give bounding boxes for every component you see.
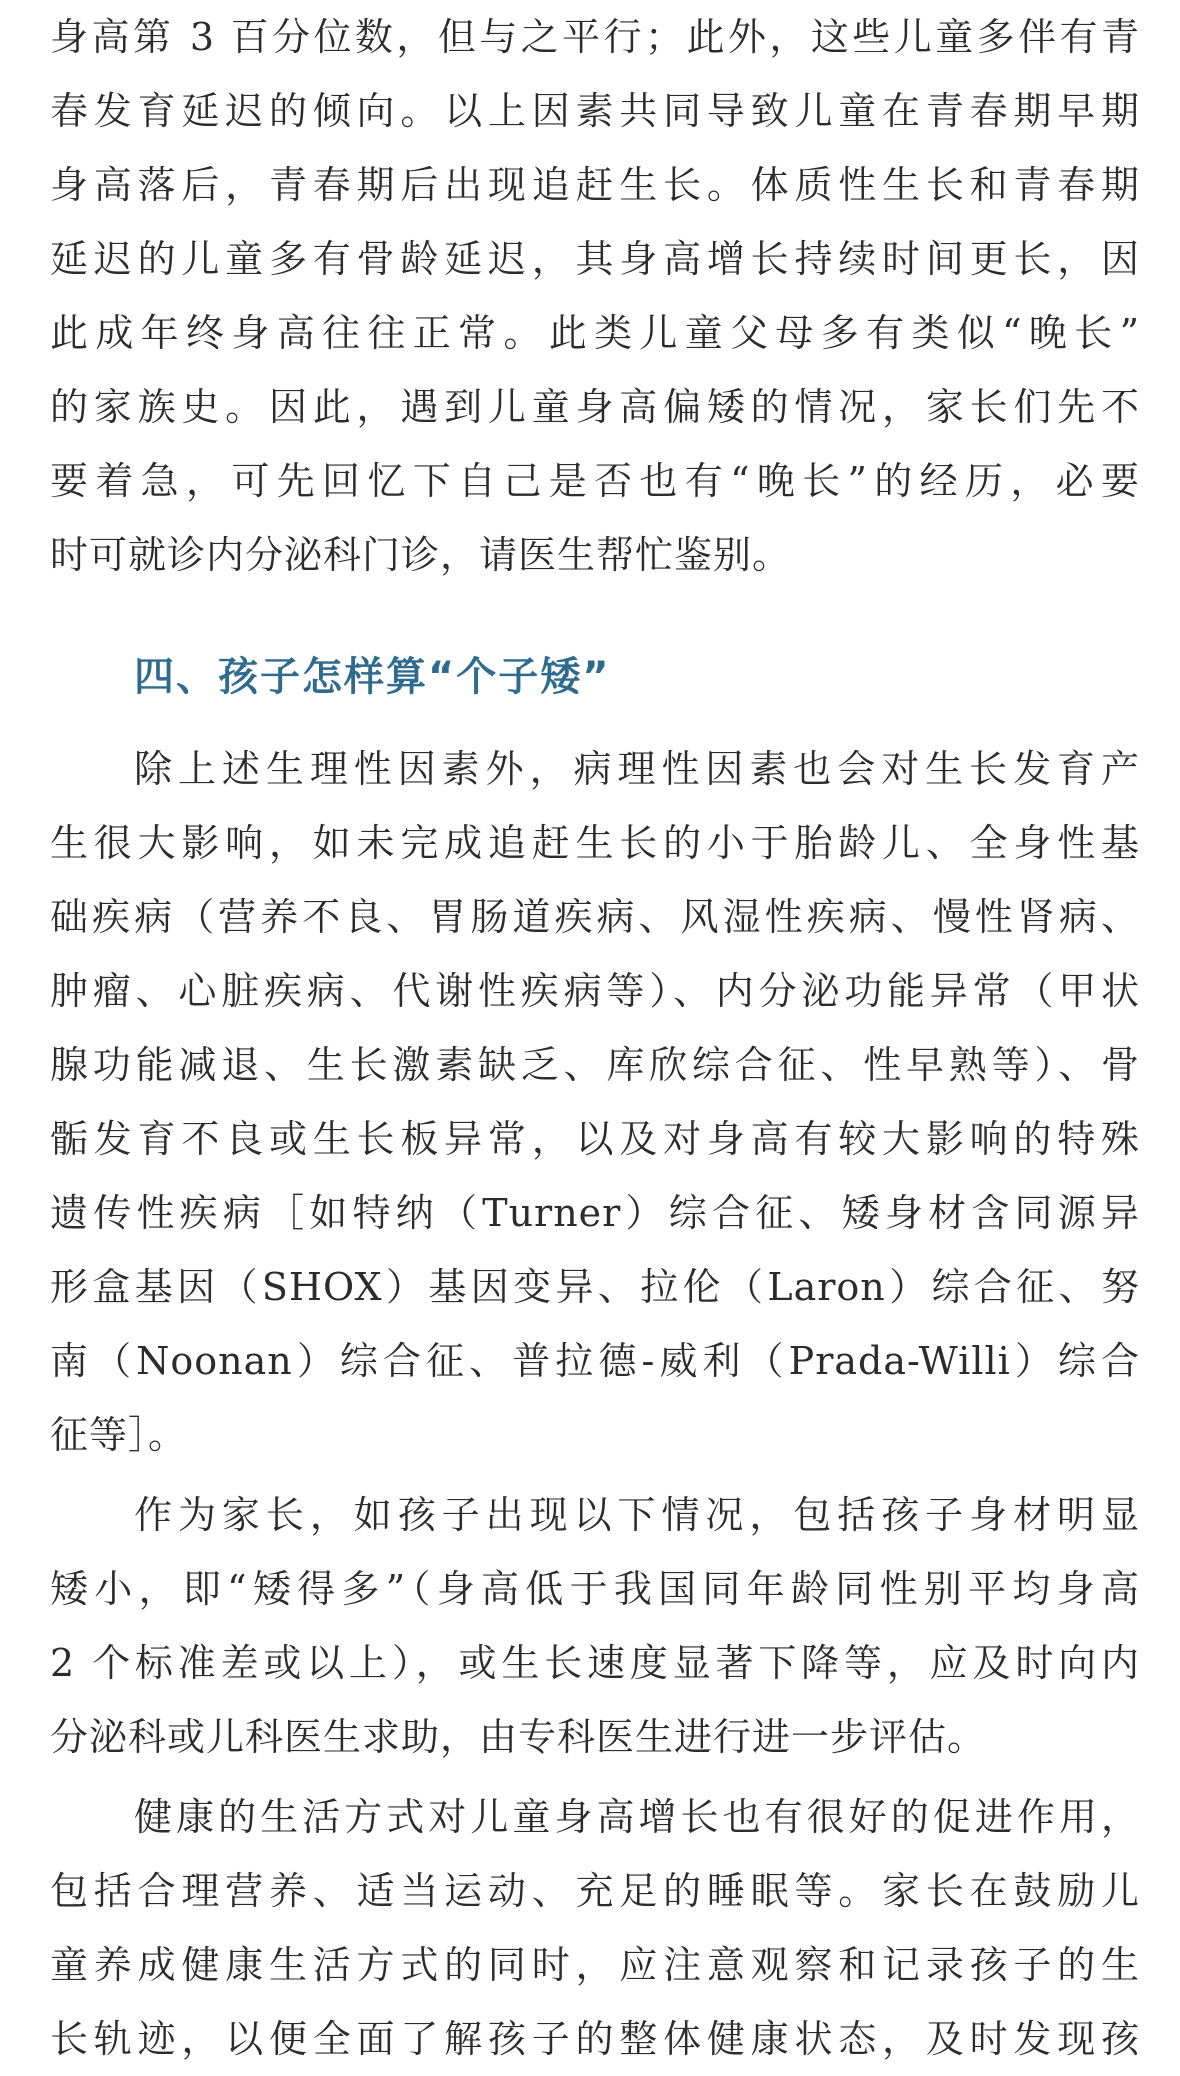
paragraph-4-line-4: 长轨迹，以便全面了解孩子的整体健康状态，及时发现孩 bbox=[50, 2017, 1140, 2061]
paragraph-3-line-4: 分泌科或儿科医生求助，由专科医生进行进一步评估。 bbox=[50, 1715, 987, 1759]
paragraph-2-line-10: 征等］。 bbox=[50, 1413, 188, 1457]
paragraph-1-line-2: 春发育延迟的倾向。以上因素共同导致儿童在青春期早期 bbox=[50, 89, 1140, 133]
paragraph-1-line-8: 时可就诊内分泌科门诊，请医生帮忙鉴别。 bbox=[50, 533, 792, 577]
paragraph-4-line-3: 童养成健康生活方式的同时，应注意观察和记录孩子的生 bbox=[50, 1943, 1140, 1987]
document-page bbox=[50, 0, 1140, 2061]
paragraph-2-line-5: 腺功能减退、生长激素缺乏、库欣综合征、性早熟等）、骨 bbox=[50, 1043, 1140, 1087]
paragraph-1-line-4: 延迟的儿童多有骨龄延迟，其身高增长持续时间更长，因 bbox=[50, 237, 1140, 281]
paragraph-3-line-2: 矮小，即“矮得多”（身高低于我国同年龄同性别平均身高 bbox=[50, 1567, 1140, 1611]
paragraph-3-line-1: 作为家长，如孩子出现以下情况，包括孩子身材明显 bbox=[134, 1493, 1140, 1537]
paragraph-1-line-6: 的家族史。因此，遇到儿童身高偏矮的情况，家长们先不 bbox=[50, 385, 1140, 429]
paragraph-2-line-7: 遗传性疾病［如特纳（Turner）综合征、矮身材含同源异 bbox=[50, 1191, 1140, 1235]
paragraph-1-line-3: 身高落后，青春期后出现追赶生长。体质性生长和青春期 bbox=[50, 163, 1140, 207]
paragraph-1-line-7: 要着急，可先回忆下自己是否也有“晚长”的经历，必要 bbox=[50, 459, 1140, 503]
paragraph-1-line-5: 此成年终身高往往正常。此类儿童父母多有类似“晚长” bbox=[50, 311, 1140, 355]
paragraph-4-line-1: 健康的生活方式对儿童身高增长也有很好的促进作用， bbox=[134, 1795, 1140, 1839]
section-heading: 四、孩子怎样算“个子矮” bbox=[134, 654, 611, 700]
paragraph-2-line-1: 除上述生理性因素外，病理性因素也会对生长发育产 bbox=[134, 747, 1140, 791]
paragraph-2-line-8: 形盒基因（SHOX）基因变异、拉伦（Laron）综合征、努 bbox=[50, 1265, 1140, 1309]
paragraph-2-line-4: 肿瘤、心脏疾病、代谢性疾病等）、内分泌功能异常（甲状 bbox=[50, 969, 1140, 1013]
paragraph-4-line-2: 包括合理营养、适当运动、充足的睡眠等。家长在鼓励儿 bbox=[50, 1869, 1140, 1913]
paragraph-1-line-1: 身高第 3 百分位数，但与之平行；此外，这些儿童多伴有青 bbox=[50, 15, 1140, 59]
paragraph-3-line-3: 2 个标准差或以上），或生长速度显著下降等，应及时向内 bbox=[50, 1641, 1140, 1685]
paragraph-2-line-6: 骺发育不良或生长板异常，以及对身高有较大影响的特殊 bbox=[50, 1117, 1140, 1161]
paragraph-2-line-2: 生很大影响，如未完成追赶生长的小于胎龄儿、全身性基 bbox=[50, 821, 1140, 865]
paragraph-2-line-3: 础疾病（营养不良、胃肠道疾病、风湿性疾病、慢性肾病、 bbox=[50, 895, 1140, 939]
paragraph-2-line-9: 南（Noonan）综合征、普拉德-威利（Prada-Willi）综合 bbox=[50, 1339, 1140, 1383]
